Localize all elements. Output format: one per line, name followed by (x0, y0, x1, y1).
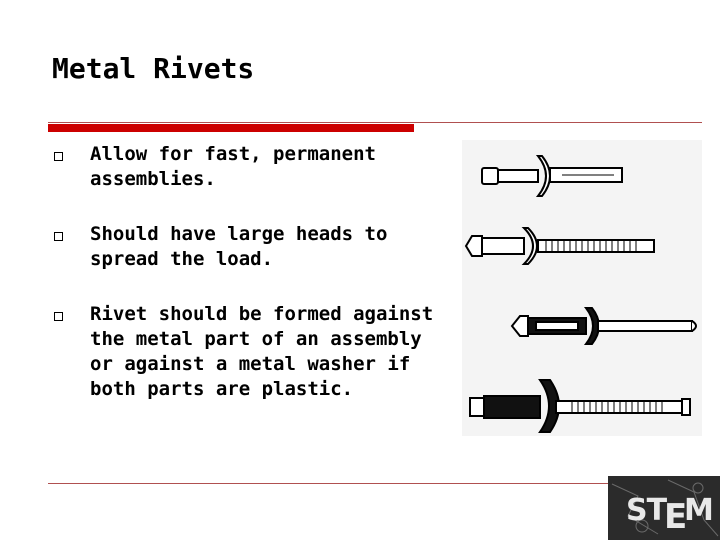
bullet-box-icon (54, 232, 63, 241)
bullet-list (50, 142, 440, 402)
footer-rule (48, 483, 702, 484)
stem-logo (608, 476, 720, 540)
bullet-box-icon (54, 312, 63, 321)
bullet-text: Rivet should be formed against the metal part of an assembly or against a metal washer if both parts are plastic. (90, 303, 434, 400)
bullet-text: Should have large heads to spread the load. (90, 223, 388, 270)
title-rule-thin (48, 122, 702, 123)
bullet-item (50, 302, 440, 402)
title-rule-thick (48, 124, 414, 132)
svg-text:E: E (664, 497, 688, 537)
bullet-box-icon (54, 152, 63, 161)
bullet-text: Allow for fast, permanent assemblies. (90, 143, 376, 190)
svg-text:M: M (684, 493, 714, 528)
slide-title: Metal Rivets (52, 52, 255, 85)
svg-text:ST: ST (626, 493, 667, 528)
bullet-item (50, 142, 440, 192)
bullet-item (50, 222, 440, 272)
rivet-illustration (462, 140, 702, 436)
